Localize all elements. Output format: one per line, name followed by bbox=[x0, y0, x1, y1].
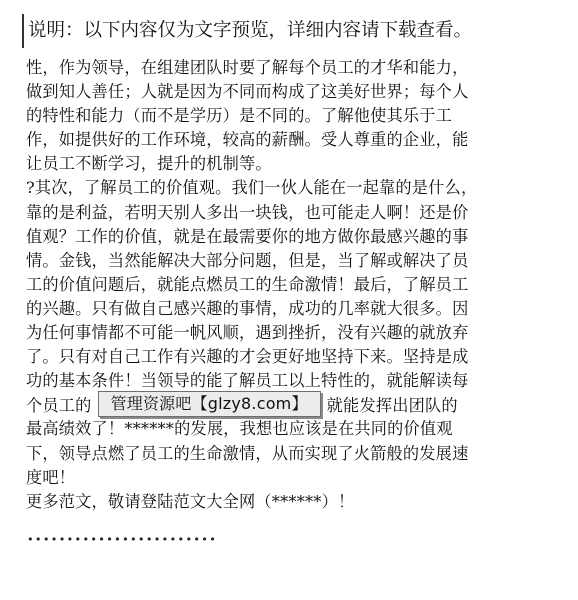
document-body bbox=[26, 56, 546, 514]
text-line: 值观？工作的价值，就是在最需要你的地方做你最感兴趣的事 bbox=[26, 226, 469, 246]
footer-text: 更多范文，敬请登陆范文大全网（******）！ bbox=[26, 491, 355, 511]
text-line: 为任何事情都不可能一帆风顺，遇到挫折，没有兴趣的就放弃 bbox=[26, 323, 469, 343]
text-line: 情。金钱，当然能解决大部分问题，但是，当了解或解决了员 bbox=[26, 250, 469, 270]
text-segment: 个员工的 bbox=[26, 396, 92, 416]
text-line: 让员工不断学习，提升的机制等。 bbox=[26, 154, 272, 174]
preview-notice: 说明：以下内容仅为文字预览，详细内容请下载查看。 bbox=[22, 14, 568, 48]
text-line: 的兴趣。只有做自己感兴趣的事情，成功的几率就大很多。因 bbox=[26, 298, 469, 318]
text-segment: 就能发挥出团队的 bbox=[326, 396, 458, 416]
text-line: ?其次，了解员工的价值观。我们一伙人能在一起靠的是什么， bbox=[26, 178, 478, 198]
text-line: 做到知人善任；人就是因为不同而构成了这美好世界；每个人 bbox=[26, 82, 469, 102]
text-line: 靠的是利益，若明天别人多出一块钱，也可能走人啊！还是价 bbox=[26, 202, 469, 222]
text-line: 性，作为领导，在组建团队时要了解每个员工的才华和能力， bbox=[26, 58, 469, 77]
text-line: 下，领导点燃了员工的生命激情，从而实现了火箭般的发展速 bbox=[26, 443, 469, 463]
text-line: 最高绩效了！******的发展，我想也应该是在共同的价值观 bbox=[26, 419, 453, 439]
text-line: 功的基本条件！当领导的能了解员工以上特性的，就能解读每 bbox=[26, 371, 469, 391]
dotted-separator: •••••••••••••••••••••••• bbox=[27, 533, 218, 546]
watermark-badge: 管理资源吧【glzy8.com】 bbox=[98, 391, 321, 417]
text-line: 度吧！ bbox=[26, 467, 76, 487]
text-line: 的特性和能力（而不是学历）是不同的。了解他使其乐于工 bbox=[26, 106, 453, 126]
text-line: 作，如提供好的工作环境，较高的薪酬。受人尊重的企业，能 bbox=[26, 130, 469, 150]
text-line-with-watermark bbox=[26, 393, 546, 417]
text-line: 了。只有对自己工作有兴趣的才会更好地坚持下来。坚持是成 bbox=[26, 347, 469, 367]
text-line: 工的价值问题后，就能点燃员工的生命激情！最后，了解员工 bbox=[26, 274, 469, 294]
